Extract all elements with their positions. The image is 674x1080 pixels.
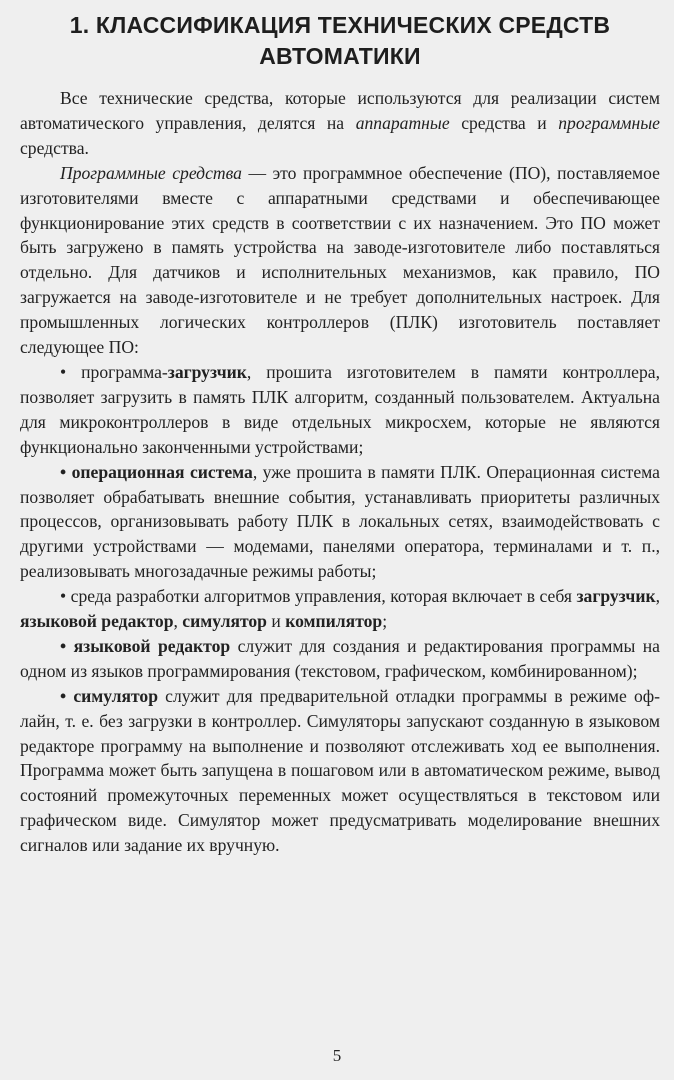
text-run: , уже прошита в памяти ПЛК. Операционная система позволяет обрабатывать внешние события, устанавливать приоритеты различных процессов, организовывать работу ПЛК в локальных сетях, взаимодействовать с другими устройствами — модемами, панелями оператора, терминалами и т. п., реализовывать многозадачные режимы работы; <box>20 461 660 582</box>
bold-term: компилятор <box>285 611 383 632</box>
italic-term: Программные средства <box>60 162 242 183</box>
bold-term: симулятор <box>182 611 267 632</box>
paragraph <box>20 86 660 161</box>
text-run: программа- <box>81 361 168 382</box>
text-run: • <box>60 361 82 382</box>
text-run: , <box>173 611 183 632</box>
bold-term: • языковой редактор <box>60 635 231 656</box>
bold-term: загрузчик <box>576 586 656 607</box>
text-run: и <box>266 611 286 632</box>
text-run: • среда разработки алгоритмов управления, которая включает в себя <box>60 586 577 607</box>
body-text <box>20 86 660 858</box>
italic-term: программные <box>558 112 660 133</box>
text-run: служит для предварительной отладки программы в режиме оф-лайн, т. е. без загрузки в контроллер. Симуляторы запускают созданную в языковом редакторе программу на выполнение и позволяют отслеживать ход ее выполнения. Программа может быть запущена в пошаговом или в автоматическом режиме, вывод состояний промежуточных переменных может осуществляться в текстовом или графическом виде. Симулятор может предусматривать моделирование внешних сигналов или задание их вручную. <box>20 685 660 856</box>
bold-term: • симулятор <box>60 685 158 706</box>
paragraph <box>20 460 660 585</box>
bold-term: языковой редактор <box>20 611 174 632</box>
paragraph <box>20 161 660 360</box>
text-run: — это программное обеспечение (ПО), поставляемое изготовителями вместе с аппаратными средствами и обеспечивающее функционирование этих средств в соответствии с их назначением. Это ПО может быть загружено в память устройства на заводе-изготовителе либо поставляться отдельно. Для датчиков и исполнительных механизмов, как правило, ПО загружается на заводе-изготовителе и не требует дополнительных настроек. Для промышленных логических контроллеров (ПЛК) изготовитель поставляет следующее ПО: <box>20 162 660 358</box>
text-run: служит для создания и редактирования программы на одном из языков программирования (текстовом, графическом, комбинированном); <box>20 635 660 681</box>
text-run: , прошита изготовителем в памяти контроллера, позволяет загрузить в память ПЛК алгоритм, созданный пользователем. Актуальна для микроконтроллеров в виде отдельных микросхем, которые не являются функционально законченными устройствами; <box>20 361 660 457</box>
text-run: ; <box>382 611 388 632</box>
bold-term: загрузчик <box>167 361 247 382</box>
page-number: 5 <box>332 1046 342 1065</box>
paragraph <box>20 684 660 858</box>
paragraph <box>20 584 660 634</box>
text-run: средства. <box>20 137 89 158</box>
italic-term: аппаратные <box>355 112 450 133</box>
text-run: Все технические средства, которые используются для реализации систем автоматического управления, делятся на <box>20 88 660 133</box>
bold-term: • операционная система <box>60 461 253 482</box>
chapter-title: 1. КЛАССИФИКАЦИЯ ТЕХНИЧЕСКИХ СРЕДСТВ АВТОМАТИКИ <box>69 12 611 69</box>
paragraph <box>20 360 660 460</box>
text-run: средства и <box>449 112 559 133</box>
text-run: , <box>655 586 660 607</box>
paragraph <box>20 634 660 684</box>
